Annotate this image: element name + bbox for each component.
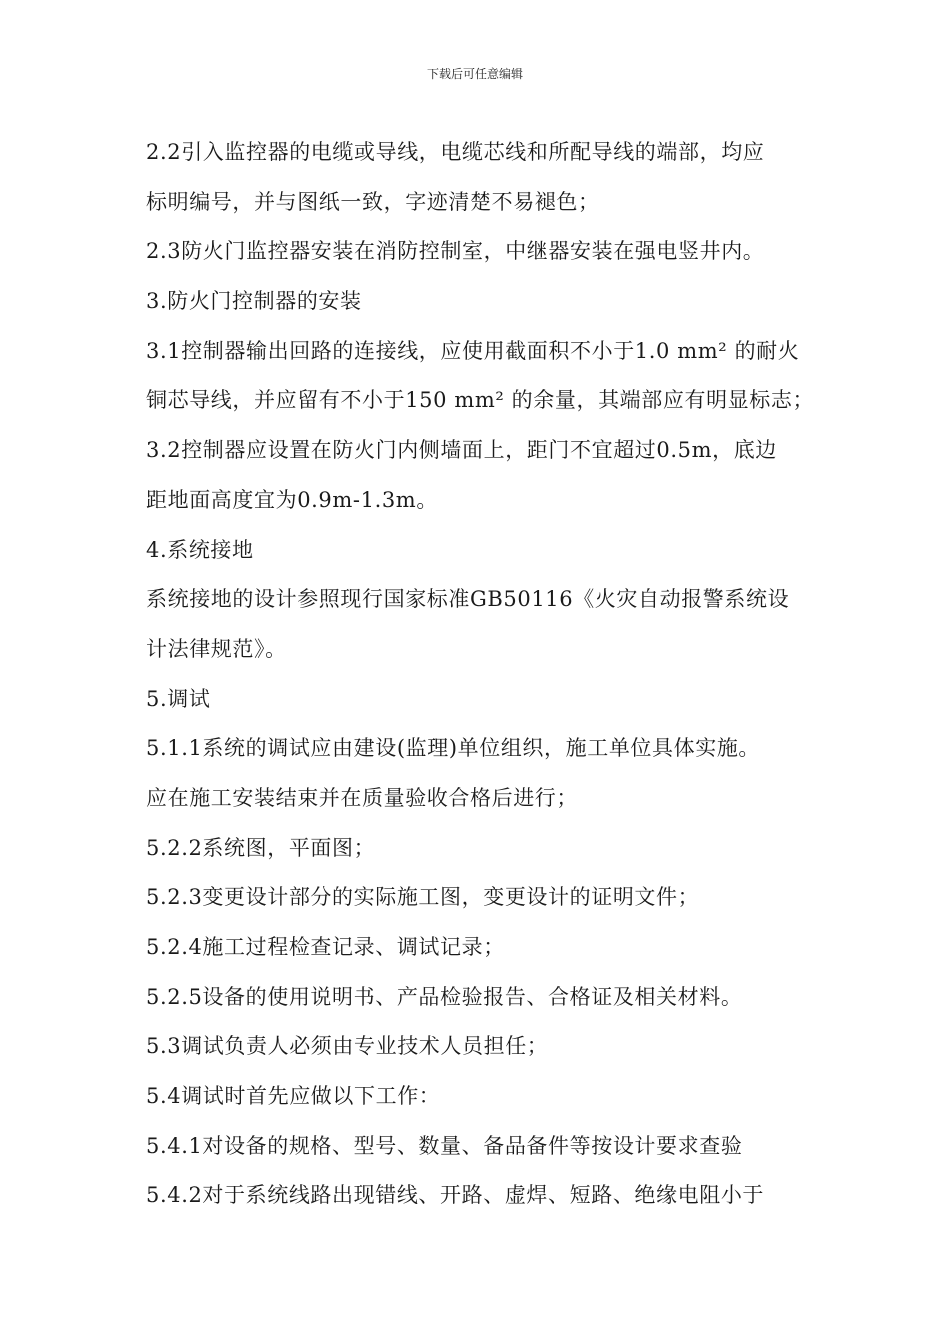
text-line: 5.2.5设备的使用说明书、产品检验报告、合格证及相关材料。 [146,984,743,1009]
text-line: 标明编号，并与图纸一致，字迹清楚不易褪色； [146,189,600,214]
document-body [146,128,814,1221]
text-line: 3.2控制器应设置在防火门内侧墙面上，距门不宜超过0.5m，底边 [146,438,777,463]
text-line: 铜芯导线，并应留有不小于150 mm² 的余量，其端部应有明显标志； [146,388,815,413]
text-line: 应在施工安装结束并在质量验收合格后进行； [146,785,578,810]
text-line: 5.2.3变更设计部分的实际施工图，变更设计的证明文件； [146,885,700,910]
text-line: 系统接地的设计参照现行国家标准GB50116《火灾自动报警系统设 [146,587,790,612]
text-line: 2.3防火门监控器安装在消防控制室，中继器安装在强电竖井内。 [146,239,765,264]
text-line: 5.2.2系统图，平面图； [146,835,376,860]
section-heading: 4.系统接地 [146,537,254,562]
page-header: 下载后可任意编辑 [426,67,523,81]
text-line: 3.1控制器输出回路的连接线，应使用截面积不小于1.0 mm² 的耐火 [146,338,800,363]
text-line: 5.1.1系统的调试应由建设(监理)单位组织，施工单位具体实施。 [146,736,761,761]
text-line: 5.3调试负责人必须由专业技术人员担任； [146,1034,549,1059]
section-heading: 3.防火门控制器的安装 [146,289,362,314]
text-line: 5.4.1对设备的规格、型号、数量、备品备件等按设计要求查验 [146,1133,743,1158]
text-line: 2.2引入监控器的电缆或导线，电缆芯线和所配导线的端部，均应 [146,140,765,164]
text-line: 距地面高度宜为0.9m-1.3m。 [146,487,438,512]
text-line: 5.4调试时首先应做以下工作： [146,1084,441,1109]
text-line: 5.2.4施工过程检查记录、调试记录； [146,935,505,959]
section-heading: 5.调试 [146,686,211,711]
text-line: 计法律规范》。 [146,636,287,661]
text-line: 5.4.2对于系统线路出现错线、开路、虚焊、短路、绝缘电阻小于 [146,1183,765,1208]
